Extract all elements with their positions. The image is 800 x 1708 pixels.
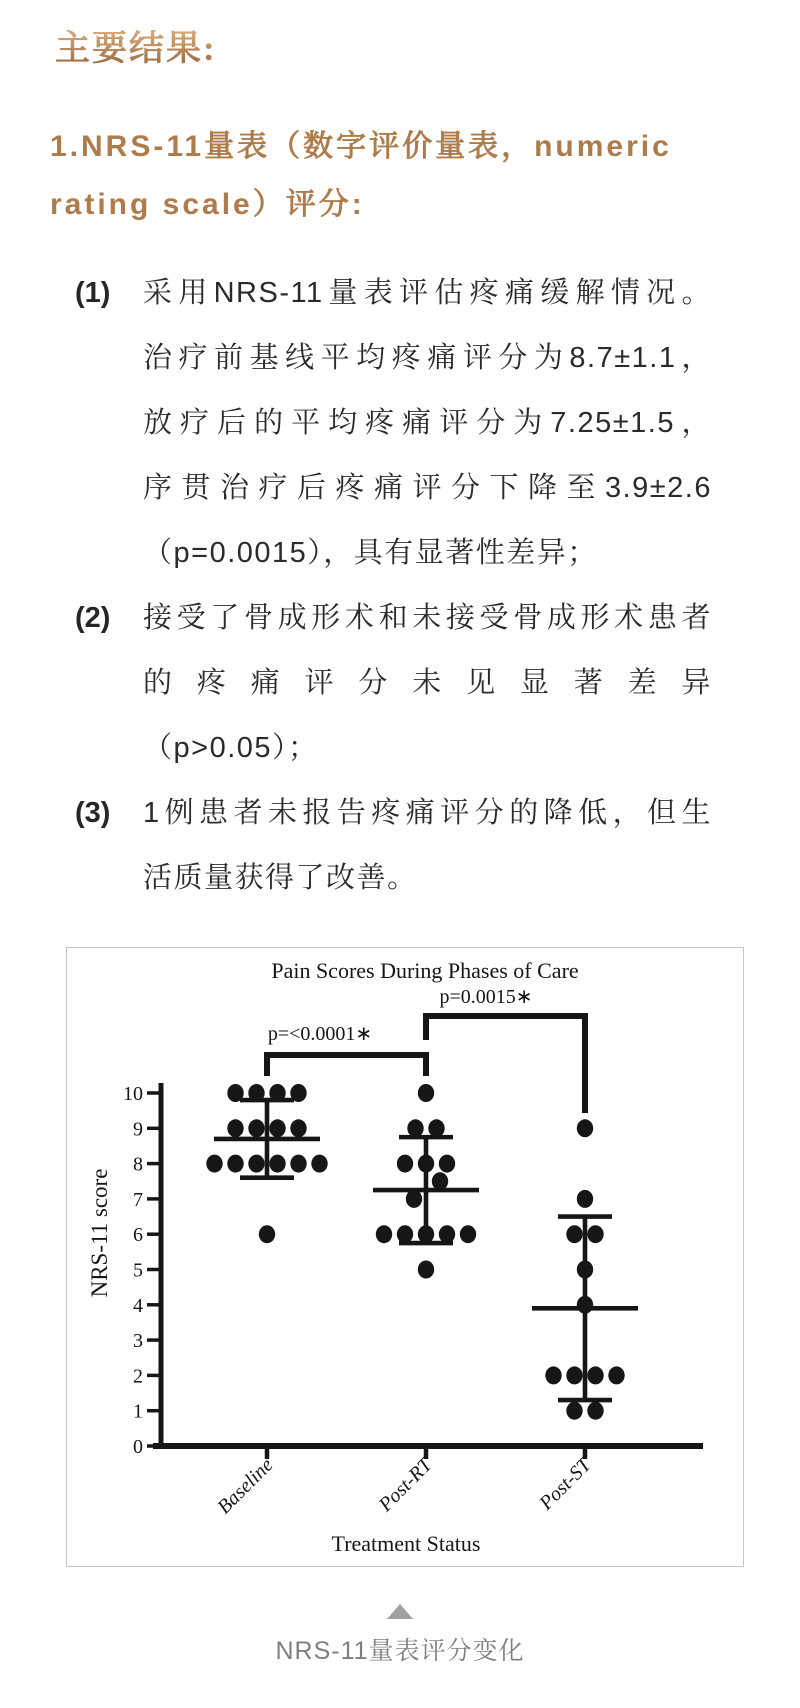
data-point: [608, 1366, 624, 1384]
text-line: 1例患者未报告疼痛评分的降低，但生: [143, 797, 712, 829]
data-point: [269, 1119, 285, 1137]
chart-title: Pain Scores During Phases of Care: [271, 958, 579, 983]
data-point: [587, 1402, 603, 1420]
data-point: [460, 1225, 476, 1243]
triangle-up-icon: [387, 1604, 413, 1619]
y-tick-label: 3: [133, 1330, 143, 1353]
findings-list: [0, 261, 800, 911]
text-line: （p=0.0015），具有显著性差异；: [143, 537, 598, 569]
data-point: [227, 1155, 243, 1173]
y-axis-label: NRS-11 score: [87, 1168, 112, 1298]
data-point: [418, 1155, 434, 1173]
data-point: [566, 1402, 582, 1420]
data-point: [439, 1225, 455, 1243]
y-tick-label: 9: [133, 1118, 143, 1141]
data-point: [587, 1366, 603, 1384]
article-heading: [50, 118, 750, 234]
text-line: 采用NRS-11量表评估疼痛缓解情况。: [143, 277, 712, 309]
significance-bracket: [426, 1016, 585, 1113]
data-point: [577, 1296, 593, 1314]
data-point: [311, 1155, 327, 1173]
data-point: [566, 1366, 582, 1384]
data-point: [418, 1261, 434, 1279]
heading-line-1: 1.NRS-11量表（数字评价量表，numeric: [50, 130, 672, 163]
data-point: [376, 1225, 392, 1243]
data-point: [406, 1190, 422, 1208]
caption-text: NRS-11量表评分变化: [275, 1637, 525, 1665]
significance-bracket: [267, 1055, 426, 1076]
y-tick-label: 8: [133, 1153, 143, 1176]
data-point: [428, 1119, 444, 1137]
list-item: [0, 586, 800, 781]
section-title: 主要结果:: [55, 30, 800, 68]
y-tick-label: 4: [133, 1294, 143, 1317]
y-tick-label: 0: [133, 1436, 143, 1458]
data-point: [248, 1084, 264, 1102]
y-tick-label: 10: [123, 1083, 143, 1105]
data-point: [577, 1190, 593, 1208]
data-point: [248, 1119, 264, 1137]
data-point: [248, 1155, 264, 1173]
text-line: 接受了骨成形术和未接受骨成形术患者: [143, 602, 712, 634]
list-item: [0, 261, 800, 586]
data-point: [418, 1225, 434, 1243]
pain-scores-chart: [67, 948, 743, 1566]
significance-label: p=<0.0001∗: [267, 1023, 373, 1045]
data-point: [397, 1225, 413, 1243]
data-point: [290, 1119, 306, 1137]
data-point: [206, 1155, 222, 1173]
data-point: [566, 1225, 582, 1243]
list-item-text: [143, 261, 712, 586]
data-point: [397, 1155, 413, 1173]
list-item-number: (2): [75, 602, 111, 634]
category-label: Post-ST: [535, 1453, 596, 1515]
text-line: 活质量获得了改善。: [143, 862, 418, 894]
x-axis-label: Treatment Status: [331, 1531, 481, 1556]
data-point: [290, 1084, 306, 1102]
y-tick-label: 1: [133, 1400, 143, 1423]
data-point: [577, 1119, 593, 1137]
chart-figure: [66, 947, 744, 1567]
text-line: 放疗后的平均疼痛评分为7.25±1.5，: [143, 407, 712, 439]
data-point: [227, 1119, 243, 1137]
data-point: [407, 1119, 423, 1137]
y-tick-label: 5: [133, 1259, 143, 1282]
category-label: Baseline: [213, 1453, 278, 1519]
list-item: [0, 781, 800, 911]
data-point: [259, 1225, 275, 1243]
data-point: [432, 1172, 448, 1190]
data-point: [269, 1084, 285, 1102]
text-line: 的疼痛评分未见显著差异: [143, 667, 712, 699]
data-point: [227, 1084, 243, 1102]
list-item-number: (1): [75, 277, 111, 309]
data-point: [545, 1366, 561, 1384]
figure-caption: [0, 1604, 800, 1666]
category-label: Post-RT: [374, 1453, 437, 1516]
list-item-text: [143, 586, 712, 781]
data-point: [290, 1155, 306, 1173]
data-point: [269, 1155, 285, 1173]
y-tick-label: 2: [133, 1365, 143, 1388]
text-line: （p>0.05）；: [143, 732, 319, 764]
data-point: [577, 1261, 593, 1279]
y-tick-label: 6: [133, 1224, 143, 1247]
text-line: 治疗前基线平均疼痛评分为8.7±1.1，: [143, 342, 712, 374]
y-tick-label: 7: [133, 1188, 143, 1211]
significance-label: p=0.0015∗: [439, 986, 533, 1008]
data-point: [587, 1225, 603, 1243]
list-item-number: (3): [75, 797, 111, 829]
text-line: 序贯治疗后疼痛评分下降至3.9±2.6: [143, 472, 712, 504]
heading-line-2: rating scale）评分:: [50, 188, 365, 221]
data-point: [418, 1084, 434, 1102]
data-point: [439, 1155, 455, 1173]
list-item-text: [143, 781, 712, 911]
